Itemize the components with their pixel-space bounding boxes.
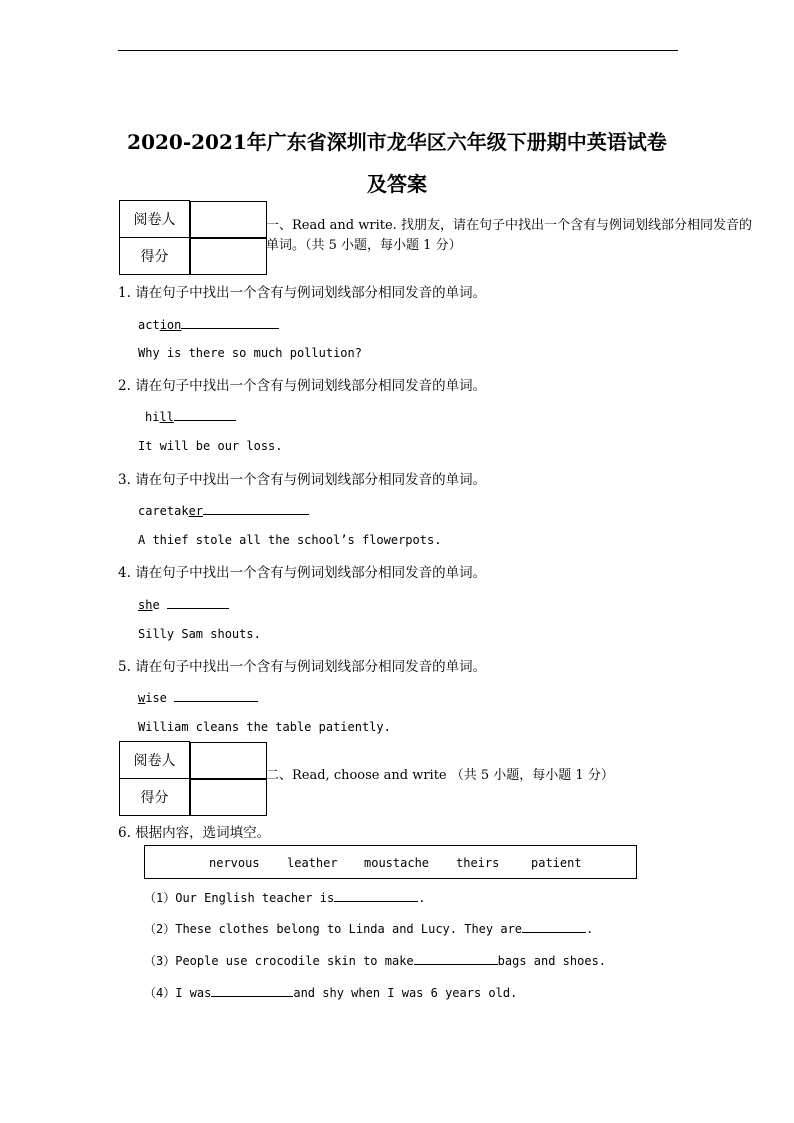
section-2-heading: 二、Read, choose and write （共 5 小题，每小题 1 分） xyxy=(266,768,614,783)
fill-item-1: （1）Our English teacher is . xyxy=(144,891,426,905)
answer-blank-5[interactable] xyxy=(174,689,258,702)
score-table-1 xyxy=(119,200,268,275)
example-word-2: hill xyxy=(145,408,236,424)
sentence-1: Why is there so much pollution? xyxy=(138,346,362,360)
page-title-continued: 及答案 xyxy=(367,172,427,196)
answer-blank-4[interactable] xyxy=(167,596,229,609)
sentence-3: A thief stole all the school’s flowerpots. xyxy=(138,533,442,547)
sentence-4: Silly Sam shouts. xyxy=(138,627,261,641)
question-number: 5. xyxy=(118,659,131,675)
question-prompt: 请在句子中找出一个含有与例词划线部分相同发音的单词。 xyxy=(135,285,487,301)
fill-blank-1[interactable] xyxy=(334,889,418,902)
fill-item-4: （4）I was and shy when I was 6 years old. xyxy=(144,986,518,1000)
question-3 xyxy=(118,468,486,488)
page-title: 2020-2021年广东省深圳市龙华区六年级下册期中英语试卷 xyxy=(127,130,667,154)
answer-blank-2[interactable] xyxy=(174,408,236,421)
example-word-4: she xyxy=(138,596,229,612)
question-number: 1. xyxy=(118,285,131,301)
question-number: 4. xyxy=(118,565,131,581)
question-number: 2. xyxy=(118,378,131,394)
grader-label: 阅卷人 xyxy=(120,742,190,779)
question-number: 6. xyxy=(118,825,131,841)
section-1-subheading: 单词。（共 5 小题，每小题 1 分） xyxy=(266,238,462,253)
score-label: 得分 xyxy=(120,779,190,816)
grader-label: 阅卷人 xyxy=(120,201,190,238)
question-4 xyxy=(118,561,486,581)
header-rule xyxy=(118,50,678,51)
section-1-heading: 一、Read and write. 找朋友，请在句子中找出一个含有与例词划线部分相同发音的 xyxy=(266,218,752,233)
sentence-2: It will be our loss. xyxy=(138,439,283,453)
question-6 xyxy=(118,821,270,841)
question-5 xyxy=(118,655,486,675)
question-prompt: 请在句子中找出一个含有与例词划线部分相同发音的单词。 xyxy=(135,472,487,488)
question-prompt: 请在句子中找出一个含有与例词划线部分相同发音的单词。 xyxy=(135,378,487,394)
question-number: 3. xyxy=(118,472,131,488)
score-table-2 xyxy=(119,741,268,816)
word-bank-item: nervous xyxy=(209,856,260,870)
example-word-1: action xyxy=(138,316,279,332)
answer-blank-1[interactable] xyxy=(181,316,279,329)
word-bank-item: theirs xyxy=(456,856,500,870)
question-2 xyxy=(118,374,486,394)
example-word-3: caretaker xyxy=(138,502,309,518)
fill-blank-2[interactable] xyxy=(522,920,586,933)
grader-cell[interactable] xyxy=(190,201,267,238)
question-prompt: 根据内容，选词填空。 xyxy=(135,825,271,841)
grader-cell[interactable] xyxy=(190,742,267,779)
answer-blank-3[interactable] xyxy=(203,502,309,515)
fill-blank-4[interactable] xyxy=(211,984,293,997)
score-cell[interactable] xyxy=(190,779,267,816)
fill-blank-3[interactable] xyxy=(414,952,498,965)
word-bank-item: leather xyxy=(287,856,338,870)
fill-item-3: （3）People use crocodile skin to make bags and shoes. xyxy=(144,954,607,968)
score-cell[interactable] xyxy=(190,238,267,275)
question-prompt: 请在句子中找出一个含有与例词划线部分相同发音的单词。 xyxy=(135,565,487,581)
question-1 xyxy=(118,281,486,301)
word-bank-item: moustache xyxy=(364,856,430,870)
word-bank-item: patient xyxy=(531,856,582,870)
fill-item-2: （2）These clothes belong to Linda and Lucy. They are . xyxy=(144,922,594,936)
score-label: 得分 xyxy=(120,238,190,275)
sentence-5: William cleans the table patiently. xyxy=(138,720,391,734)
question-prompt: 请在句子中找出一个含有与例词划线部分相同发音的单词。 xyxy=(135,659,487,675)
example-word-5: wise xyxy=(138,689,258,705)
word-bank xyxy=(144,845,637,879)
